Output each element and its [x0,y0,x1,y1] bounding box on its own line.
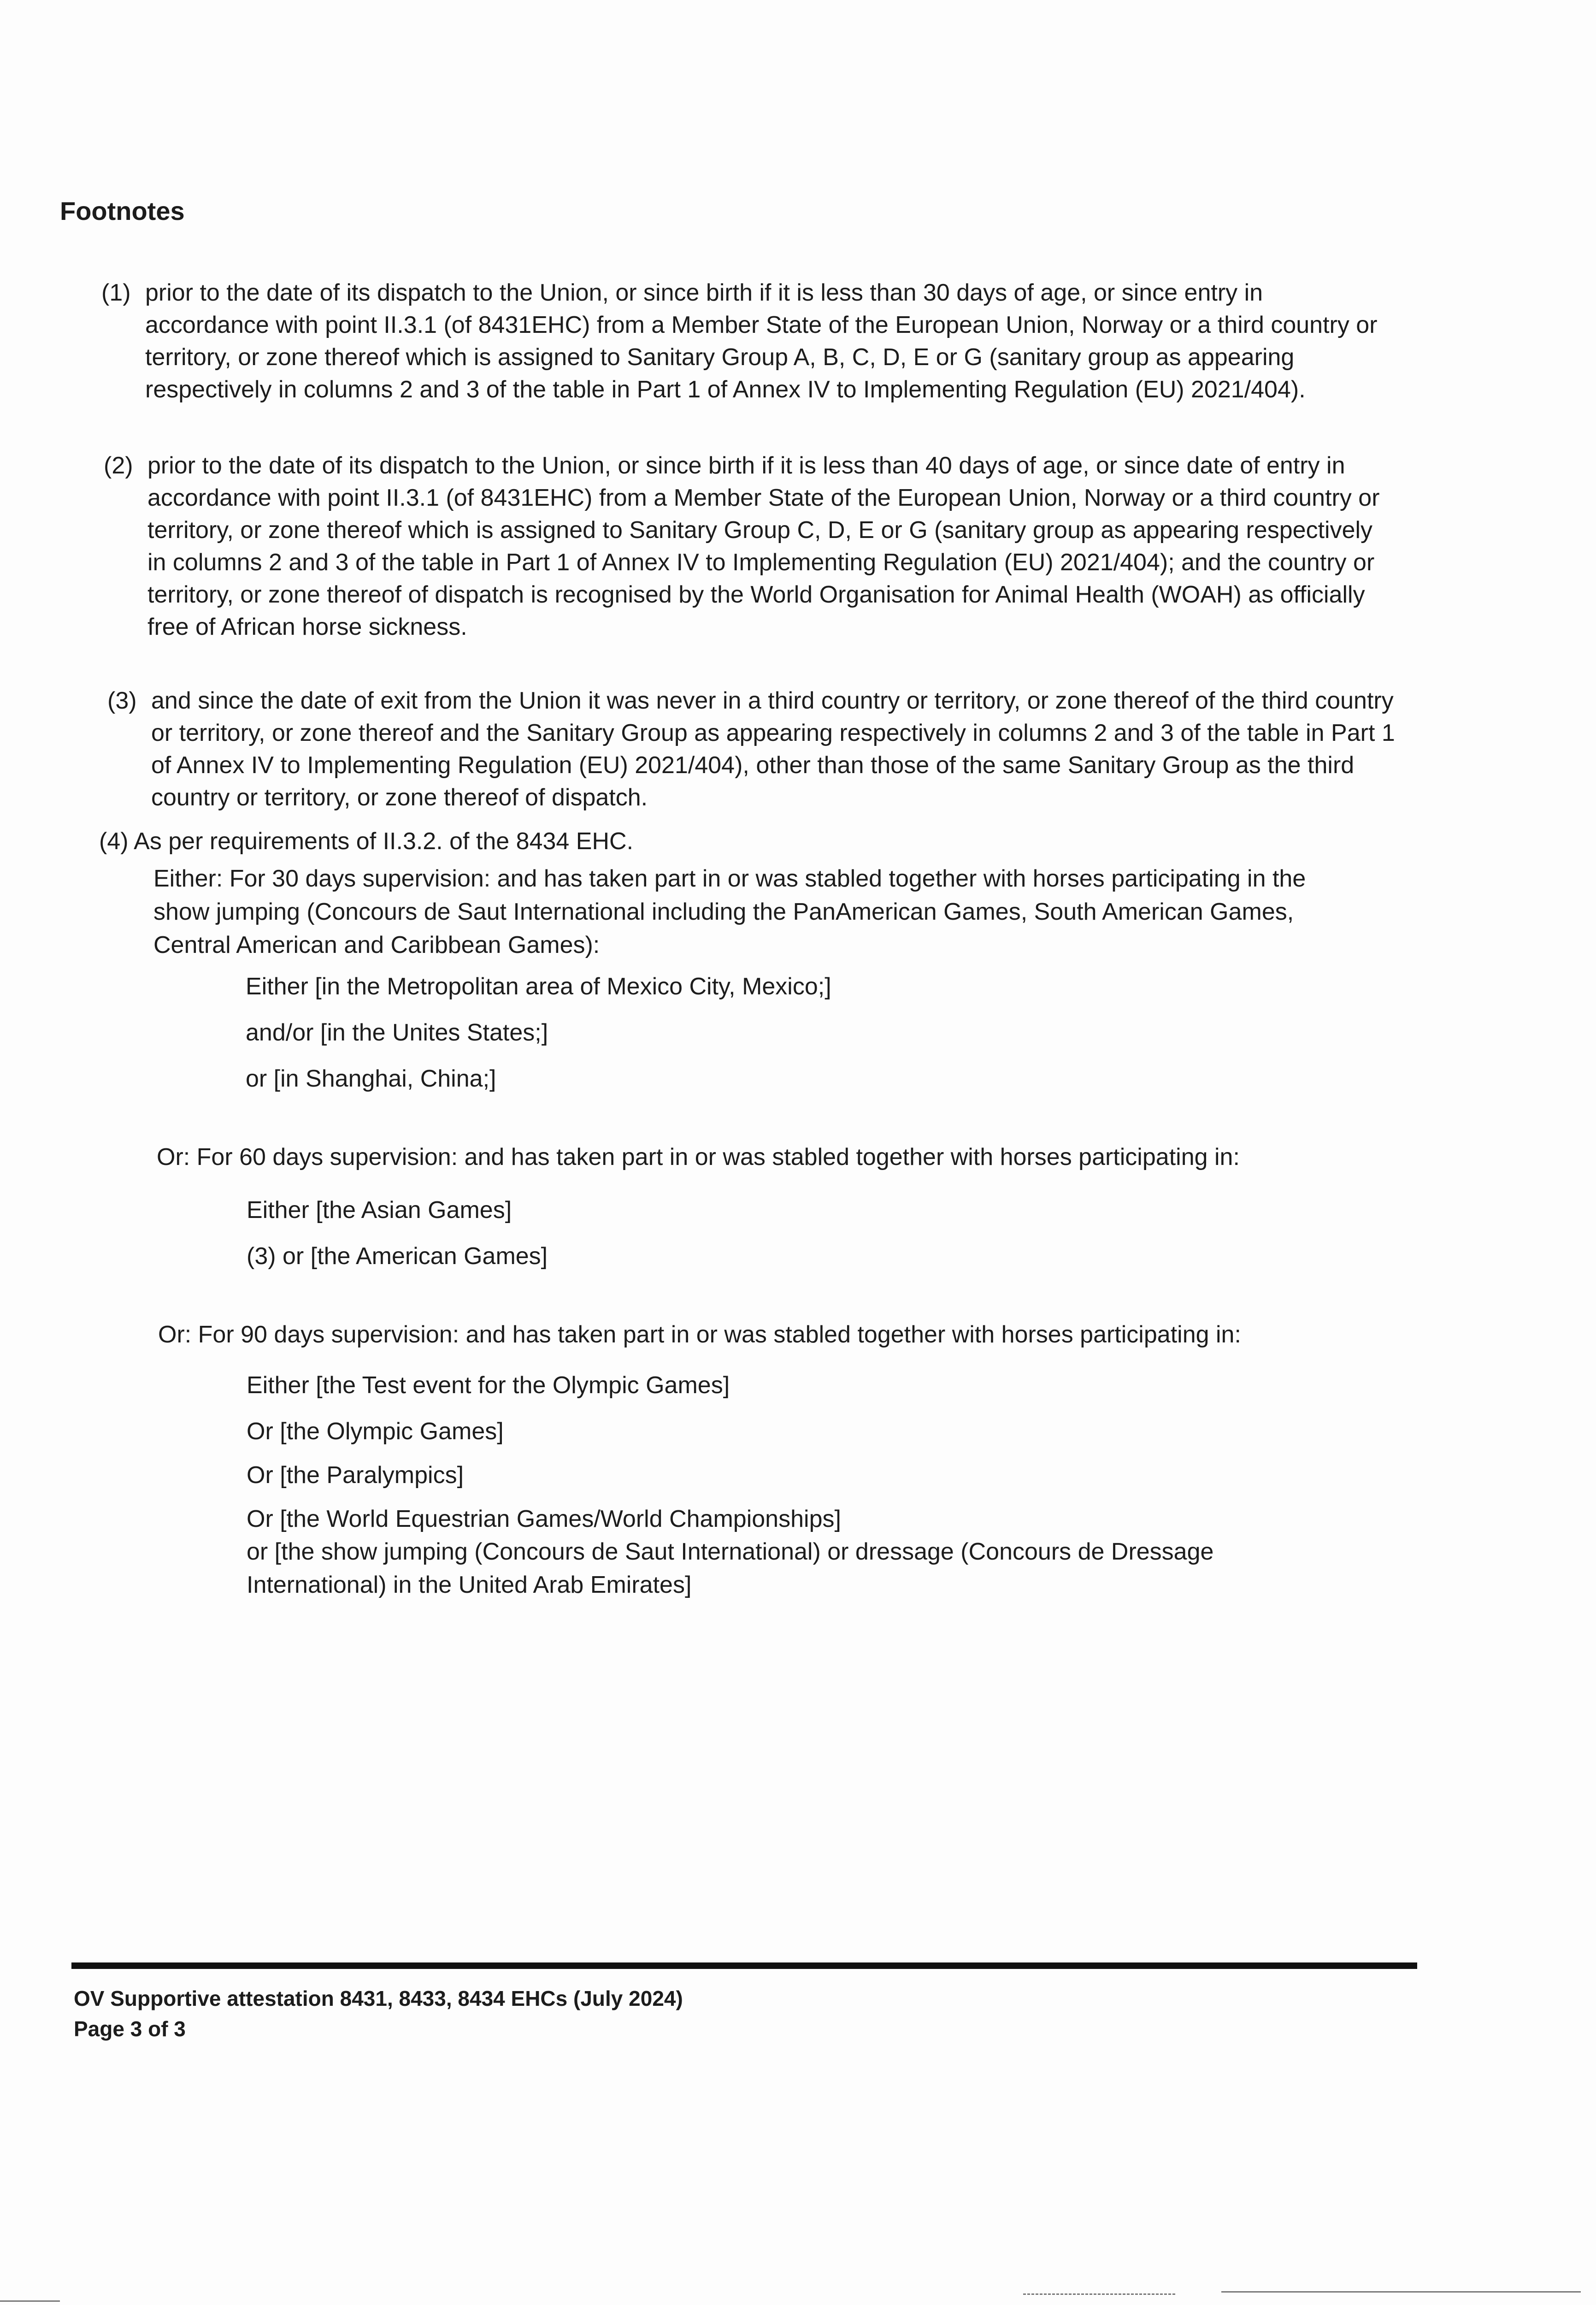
footnotes-heading: Footnotes [60,196,185,225]
footnote-4-intro: (4) As per requirements of II.3.2. of the 8434 EHC. [99,828,634,855]
footnote-text: and since the date of exit from the Union it was never in a third country or territory, or zone thereof of the third country or territory, or zone thereof and the Sanitary Group as appearing respectively in columns 2 and 3 of the table in Part 1 of Annex IV to Implementing Regulation (EU) 2021/404), other than those of the same Sanitary Group as the third country or territory, or zone thereof of dispatch. [151,687,1395,811]
footnote-number: (2) [104,452,133,479]
either-30-days-text: Either: For 30 days supervision: and has taken part in or was stabled together with horses participating in the show jumping (Concours de Saut International including the PanAmerican Games, South American Games, Central American and Caribbean Games): [153,865,1306,958]
option-olympic-test-event: Either [the Test event for the Olympic Games] [247,1372,730,1399]
or-90-days-text: Or: For 90 days supervision: and has taken part in or was stabled together with horses participating in: [158,1321,1241,1348]
option-american-games: (3) or [the American Games] [247,1243,548,1270]
option-mexico-city: Either [in the Metropolitan area of Mexico City, Mexico;] [246,973,831,1000]
footnote-text: prior to the date of its dispatch to the Union, or since birth if it is less than 40 days of age, or since date of entry in accordance with point II.3.1 (of 8431EHC) from a Member State of the European Union, Norway or a third country or territory, or zone thereof which is assigned to Sanitary Group C, D, E or G (sanitary group as appearing respectively in columns 2 and 3 of the table in Part 1 of Annex IV to Implementing Regulation (EU) 2021/404); and the country or territory, or zone thereof of dispatch is recognised by the World Organisation for Animal Health (WOAH) as officially free of African horse sickness. [147,452,1380,640]
option-uae-show-jumping: or [the show jumping (Concours de Saut International) or dressage (Concours de Dressage International) in the United Arab Emirates] [247,1538,1214,1598]
scan-artifact-dashed [1023,2293,1175,2295]
option-paralympics: Or [the Paralympics] [247,1462,464,1489]
footnote-number: (3) [107,687,137,714]
option-asian-games: Either [the Asian Games] [247,1197,512,1223]
footnote-number: (1) [101,279,131,306]
footnote-3 [107,685,1396,814]
scan-artifact-left [0,2300,60,2302]
footer-divider [71,1962,1417,1969]
option-world-equestrian-games: Or [the World Equestrian Games/World Championships] [247,1506,841,1532]
option-shanghai: or [in Shanghai, China;] [246,1065,496,1092]
or-60-days-text: Or: For 60 days supervision: and has taken part in or was stabled together with horses participating in: [157,1144,1240,1170]
option-olympic-games: Or [the Olympic Games] [247,1418,504,1445]
footnote-1 [101,277,1390,406]
either-30-days-block [153,862,1352,962]
footer-title: OV Supportive attestation 8431, 8433, 8434 EHCs (July 2024) [74,1986,683,2010]
scan-artifact-right [1221,2291,1581,2293]
footer-page-number: Page 3 of 3 [74,2017,186,2041]
option-united-states: and/or [in the Unites States;] [246,1019,548,1046]
footnote-2 [104,449,1392,643]
footnote-text: prior to the date of its dispatch to the Union, or since birth if it is less than 30 days of age, or since entry in accordance with point II.3.1 (of 8431EHC) from a Member State of the European Union, Norway or a third country or territory, or zone thereof which is assigned to Sanitary Group A, B, C, D, E or G (sanitary group as appearing respectively in columns 2 and 3 of the table in Part 1 of Annex IV to Implementing Regulation (EU) 2021/404). [145,279,1378,403]
page-footer [74,1983,683,2044]
